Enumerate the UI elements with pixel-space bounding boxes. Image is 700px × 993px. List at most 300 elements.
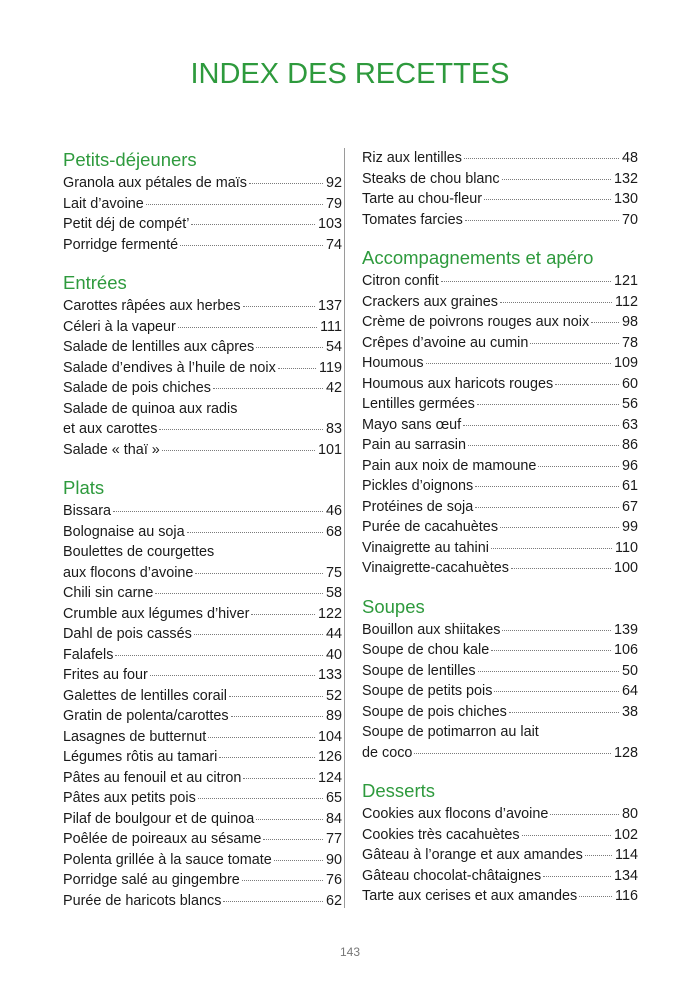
index-entry <box>63 378 342 399</box>
index-entry <box>362 558 638 579</box>
recipe-name: Boulettes de courgettes <box>63 544 215 560</box>
entry-line <box>362 189 638 210</box>
recipe-name: Pâtes aux petits pois <box>63 790 196 806</box>
recipe-name: Vinaigrette-cacahuètes <box>362 560 509 576</box>
dot-leader <box>194 634 323 635</box>
entry-line <box>63 850 342 871</box>
page-ref: 104 <box>317 728 342 745</box>
dot-leader <box>509 712 619 713</box>
page-ref: 137 <box>317 298 342 314</box>
page-ref: 75 <box>325 564 342 581</box>
index-entry <box>63 399 342 440</box>
dot-leader <box>243 778 315 779</box>
page-ref: 96 <box>621 457 638 474</box>
page-ref: 111 <box>320 318 342 335</box>
index-entry <box>63 768 342 789</box>
entry-line <box>362 415 638 436</box>
entry-line <box>63 665 342 686</box>
page-ref: 52 <box>325 687 342 704</box>
entry-line <box>63 583 342 604</box>
index-entry <box>362 271 638 292</box>
dot-leader <box>491 548 612 549</box>
entry-line <box>63 747 342 768</box>
entry-line <box>63 399 342 420</box>
index-section <box>362 246 638 579</box>
recipe-name: Lait d’avoine <box>63 195 144 212</box>
page-ref: 92 <box>325 175 342 191</box>
page-ref: 40 <box>325 646 342 663</box>
entry-line <box>362 517 638 538</box>
column-divider <box>344 148 345 908</box>
entry-line <box>63 829 342 850</box>
recipe-name: Crêpes d’avoine au cumin <box>362 334 529 351</box>
recipe-name: Salade de pois chiches <box>63 380 212 396</box>
index-entry <box>362 702 638 723</box>
dot-leader <box>555 384 619 385</box>
page-ref: 46 <box>325 503 342 519</box>
recipe-name: Steaks de chou blanc <box>362 170 500 187</box>
entry-line <box>362 148 638 169</box>
recipe-name: Bouillon aux shiitakes <box>362 621 501 638</box>
page-ref: 112 <box>615 293 638 310</box>
dot-leader <box>463 425 619 426</box>
index-entry <box>362 353 638 374</box>
recipe-name: Cookies aux flocons d’avoine <box>362 806 549 822</box>
recipe-name: Granola aux pétales de maïs <box>63 175 247 191</box>
dot-leader <box>159 429 323 430</box>
entry-line <box>362 661 638 682</box>
index-entry <box>63 501 342 522</box>
recipe-name: Soupe de lentilles <box>362 662 476 679</box>
recipe-name: Légumes rôtis au tamari <box>63 749 218 765</box>
dot-leader <box>229 696 323 697</box>
index-section <box>362 779 638 907</box>
index-entry <box>63 214 342 235</box>
index-entry <box>63 788 342 809</box>
dot-leader <box>500 527 619 528</box>
dot-leader <box>263 839 323 840</box>
entry-line <box>63 645 342 666</box>
dot-leader <box>538 466 619 467</box>
dot-leader <box>478 671 619 672</box>
index-entry <box>362 148 638 169</box>
entry-line <box>362 353 638 374</box>
index-entry <box>362 456 638 477</box>
page-ref: 132 <box>613 170 638 187</box>
index-entry <box>63 337 342 358</box>
entry-line <box>63 214 342 235</box>
recipe-name: Salade « thaï » <box>63 441 160 458</box>
page-ref: 56 <box>621 396 638 412</box>
entry-line <box>362 271 638 292</box>
index-entry <box>362 374 638 395</box>
page-ref: 79 <box>325 195 342 212</box>
page-ref: 60 <box>621 375 638 392</box>
entry-line <box>63 358 342 379</box>
entry-line <box>63 870 342 891</box>
dot-leader <box>591 322 619 323</box>
index-entry <box>362 681 638 702</box>
entry-line <box>362 456 638 477</box>
index-entry <box>63 809 342 830</box>
index-entry <box>362 435 638 456</box>
recipe-name: de coco <box>362 744 413 761</box>
index-entry <box>63 522 342 543</box>
recipe-name: Citron confit <box>362 273 439 289</box>
index-entry <box>362 517 638 538</box>
section-title: Desserts <box>362 780 435 801</box>
page-ref: 133 <box>317 667 342 683</box>
index-section <box>63 476 342 911</box>
dot-leader <box>243 306 315 307</box>
recipe-name: Bolognaise au soja <box>63 523 185 540</box>
recipe-name: Crumble aux légumes d’hiver <box>63 605 250 622</box>
page-ref: 74 <box>325 236 342 253</box>
page-ref: 84 <box>325 810 342 827</box>
section-title: Soupes <box>362 595 425 617</box>
dot-leader <box>579 896 612 897</box>
index-entry <box>362 333 638 354</box>
entry-line <box>362 681 638 702</box>
recipe-name: Bissara <box>63 503 111 519</box>
recipe-name: Crème de poivrons rouges aux noix <box>362 314 590 330</box>
recipe-name: Soupe de potimarron au lait <box>362 724 539 740</box>
page-ref: 67 <box>621 498 638 515</box>
entry-line <box>63 563 342 584</box>
entry-line <box>63 768 342 789</box>
recipe-name: Polenta grillée à la sauce tomate <box>63 851 272 868</box>
recipe-name: Salade de quinoa aux radis <box>63 400 238 417</box>
recipe-name: Carottes râpées aux herbes <box>63 298 241 314</box>
dot-leader <box>251 614 315 615</box>
index-entry <box>63 727 342 748</box>
page-ref: 100 <box>613 560 638 576</box>
recipe-name: aux flocons d’avoine <box>63 564 194 581</box>
page-ref: 62 <box>325 892 342 909</box>
entry-line <box>362 497 638 518</box>
dot-leader <box>242 880 323 881</box>
dot-leader <box>155 593 323 594</box>
entry-line <box>362 312 638 333</box>
dot-leader <box>162 450 315 451</box>
recipe-name: Houmous <box>362 355 424 371</box>
page-ref: 86 <box>621 437 638 453</box>
recipe-name: Tomates farcies <box>362 211 463 228</box>
dot-leader <box>231 716 323 717</box>
entry-line <box>362 558 638 579</box>
recipe-name: Céleri à la vapeur <box>63 318 176 335</box>
index-entry <box>63 542 342 583</box>
entry-line <box>63 378 342 399</box>
page-ref: 61 <box>621 478 638 494</box>
index-entry <box>362 661 638 682</box>
dot-leader <box>530 343 619 344</box>
recipe-name: Riz aux lentilles <box>362 150 462 166</box>
recipe-name: Soupe de pois chiches <box>362 703 507 720</box>
index-entry <box>362 189 638 210</box>
index-entry <box>63 624 342 645</box>
recipe-name: Lasagnes de butternut <box>63 728 207 745</box>
recipe-name: Galettes de lentilles corail <box>63 687 227 704</box>
index-entry <box>63 235 342 256</box>
page-ref: 77 <box>325 831 342 847</box>
index-section <box>362 148 638 230</box>
entry-line <box>362 210 638 231</box>
page-ref: 121 <box>613 273 638 289</box>
entry-line <box>63 173 342 194</box>
entry-line <box>63 542 342 563</box>
section-title: Plats <box>63 477 105 498</box>
entry-line <box>362 169 638 190</box>
entry-line <box>63 686 342 707</box>
index-entry <box>63 870 342 891</box>
dot-leader <box>441 281 611 282</box>
dot-leader <box>191 224 315 225</box>
entry-line <box>362 804 638 825</box>
page-ref: 58 <box>325 585 342 601</box>
entry-line <box>63 317 342 338</box>
dot-leader <box>484 199 611 200</box>
index-entry <box>63 358 342 379</box>
recipe-name: Cookies très cacahuètes <box>362 826 520 843</box>
recipe-name: Crackers aux graines <box>362 293 498 310</box>
dot-leader <box>113 511 323 512</box>
page-ref: 128 <box>613 744 638 761</box>
index-column-right <box>362 148 638 907</box>
dot-leader <box>180 245 323 246</box>
entry-line <box>362 845 638 866</box>
dot-leader <box>543 876 611 877</box>
page-ref: 119 <box>319 359 342 376</box>
index-entry <box>362 292 638 313</box>
dot-leader <box>511 568 611 569</box>
entry-line <box>362 620 638 641</box>
index-entry <box>362 866 638 887</box>
dot-leader <box>477 404 619 405</box>
page-ref: 114 <box>615 847 638 863</box>
dot-leader <box>465 220 619 221</box>
entry-line <box>362 476 638 497</box>
page-ref: 99 <box>621 519 638 535</box>
entry-line <box>362 825 638 846</box>
recipe-name: Gratin de polenta/carottes <box>63 708 229 724</box>
recipe-name: et aux carottes <box>63 421 158 437</box>
index-entry <box>63 440 342 461</box>
dot-leader <box>208 737 315 738</box>
index-entry <box>63 747 342 768</box>
dot-leader <box>213 388 323 389</box>
entry-line <box>362 394 638 415</box>
entry-line <box>63 194 342 215</box>
entry-line <box>362 866 638 887</box>
entry-line <box>362 722 638 743</box>
page-ref: 70 <box>621 211 638 228</box>
page-ref: 102 <box>613 826 638 843</box>
page-ref: 44 <box>325 626 342 642</box>
index-entry <box>63 706 342 727</box>
recipe-name: Soupe de petits pois <box>362 683 493 699</box>
dot-leader <box>500 302 612 303</box>
page-ref: 139 <box>613 621 638 638</box>
dot-leader <box>223 901 323 902</box>
recipe-name: Pain au sarrasin <box>362 437 466 453</box>
index-entry <box>362 804 638 825</box>
entry-line <box>362 702 638 723</box>
dot-leader <box>502 630 611 631</box>
page-ref: 130 <box>613 191 638 207</box>
dot-leader <box>256 347 323 348</box>
entry-line <box>362 374 638 395</box>
index-entry <box>362 620 638 641</box>
dot-leader <box>187 532 323 533</box>
page-ref: 90 <box>325 851 342 868</box>
page-ref: 48 <box>621 150 638 166</box>
page-ref: 83 <box>325 421 342 437</box>
recipe-name: Purée de cacahuètes <box>362 519 499 535</box>
page-ref: 68 <box>325 523 342 540</box>
recipe-name: Houmous aux haricots rouges <box>362 375 554 392</box>
entry-line <box>63 235 342 256</box>
page-ref: 89 <box>325 708 342 724</box>
index-entry <box>63 829 342 850</box>
entry-line <box>63 604 342 625</box>
page-ref: 42 <box>325 380 342 396</box>
entry-line <box>362 435 638 456</box>
dot-leader <box>249 183 323 184</box>
page-ref: 101 <box>317 441 342 458</box>
page-ref: 38 <box>621 703 638 720</box>
page-ref: 110 <box>615 539 638 556</box>
index-entry <box>362 640 638 661</box>
page-ref: 106 <box>613 642 638 658</box>
dot-leader <box>219 757 315 758</box>
index-section <box>63 148 342 255</box>
dot-leader <box>494 691 619 692</box>
index-section <box>362 595 638 764</box>
entry-line <box>63 727 342 748</box>
dot-leader <box>491 650 611 651</box>
page-ref: 126 <box>317 749 342 765</box>
recipe-name: Gâteau à l’orange et aux amandes <box>362 847 583 863</box>
index-entry <box>63 665 342 686</box>
index-entry <box>362 312 638 333</box>
recipe-name: Dahl de pois cassés <box>63 626 192 642</box>
recipe-name: Tarte au chou-fleur <box>362 191 482 207</box>
page-ref: 124 <box>317 769 342 786</box>
page-ref: 54 <box>325 339 342 355</box>
index-entry <box>362 497 638 518</box>
entry-line <box>63 440 342 461</box>
entry-line <box>63 624 342 645</box>
index-entry <box>362 415 638 436</box>
page-ref: 109 <box>613 355 638 371</box>
index-section <box>63 271 342 460</box>
index-entry <box>362 886 638 907</box>
recipe-name: Lentilles germées <box>362 396 475 412</box>
page-ref: 65 <box>325 790 342 806</box>
recipe-name: Chili sin carne <box>63 585 154 601</box>
dot-leader <box>550 814 619 815</box>
section-title: Petits-déjeuners <box>63 149 197 170</box>
dot-leader <box>146 204 323 205</box>
entry-line <box>362 292 638 313</box>
page-ref: 98 <box>621 314 638 330</box>
index-entry <box>63 686 342 707</box>
entry-line <box>63 522 342 543</box>
recipe-name: Frites au four <box>63 667 148 683</box>
entry-line <box>362 743 638 764</box>
index-entry <box>362 825 638 846</box>
entry-line <box>362 538 638 559</box>
page-ref: 50 <box>621 662 638 679</box>
dot-leader <box>278 368 316 369</box>
recipe-name: Salade de lentilles aux câpres <box>63 339 255 355</box>
recipe-name: Gâteau chocolat-châtaignes <box>362 867 542 884</box>
entry-line <box>362 886 638 907</box>
recipe-name: Pilaf de boulgour et de quinoa <box>63 810 255 827</box>
section-title: Accompagnements et apéro <box>362 247 594 268</box>
dot-leader <box>475 507 619 508</box>
page-ref: 122 <box>317 605 342 622</box>
dot-leader <box>414 753 611 754</box>
page-ref: 78 <box>621 334 638 351</box>
entry-line <box>63 501 342 522</box>
recipe-name: Soupe de chou kale <box>362 642 490 658</box>
page-ref: 80 <box>621 806 638 822</box>
index-entry <box>63 891 342 912</box>
index-entry <box>362 476 638 497</box>
index-entry <box>63 850 342 871</box>
dot-leader <box>198 798 323 799</box>
page-ref: 76 <box>325 872 342 888</box>
index-entry <box>63 194 342 215</box>
recipe-name: Pain aux noix de mamoune <box>362 457 537 474</box>
page-ref: 103 <box>317 216 342 232</box>
section-title: Entrées <box>63 272 127 293</box>
recipe-name: Tarte aux cerises et aux amandes <box>362 888 578 904</box>
entry-line <box>63 788 342 809</box>
index-entry <box>362 169 638 190</box>
index-entry <box>63 173 342 194</box>
dot-leader <box>502 179 611 180</box>
entry-line <box>63 891 342 912</box>
entry-line <box>63 809 342 830</box>
entry-line <box>63 337 342 358</box>
dot-leader <box>274 860 323 861</box>
dot-leader <box>522 835 611 836</box>
dot-leader <box>195 573 323 574</box>
page-title: INDEX DES RECETTES <box>190 58 510 90</box>
dot-leader <box>256 819 323 820</box>
dot-leader <box>178 327 317 328</box>
entry-line <box>362 640 638 661</box>
page-ref: 63 <box>621 416 638 433</box>
recipe-name: Petit déj de compét’ <box>63 216 190 232</box>
index-entry <box>63 604 342 625</box>
index-entry <box>362 845 638 866</box>
index-column-left <box>63 148 342 911</box>
index-entry <box>362 722 638 763</box>
recipe-name: Pickles d’oignons <box>362 478 474 494</box>
entry-line <box>63 419 342 440</box>
recipe-name: Porridge fermenté <box>63 236 179 253</box>
dot-leader <box>426 363 611 364</box>
index-entry <box>362 210 638 231</box>
dot-leader <box>585 855 612 856</box>
dot-leader <box>475 486 619 487</box>
recipe-name: Salade d’endives à l’huile de noix <box>63 359 276 376</box>
index-entry <box>63 296 342 317</box>
